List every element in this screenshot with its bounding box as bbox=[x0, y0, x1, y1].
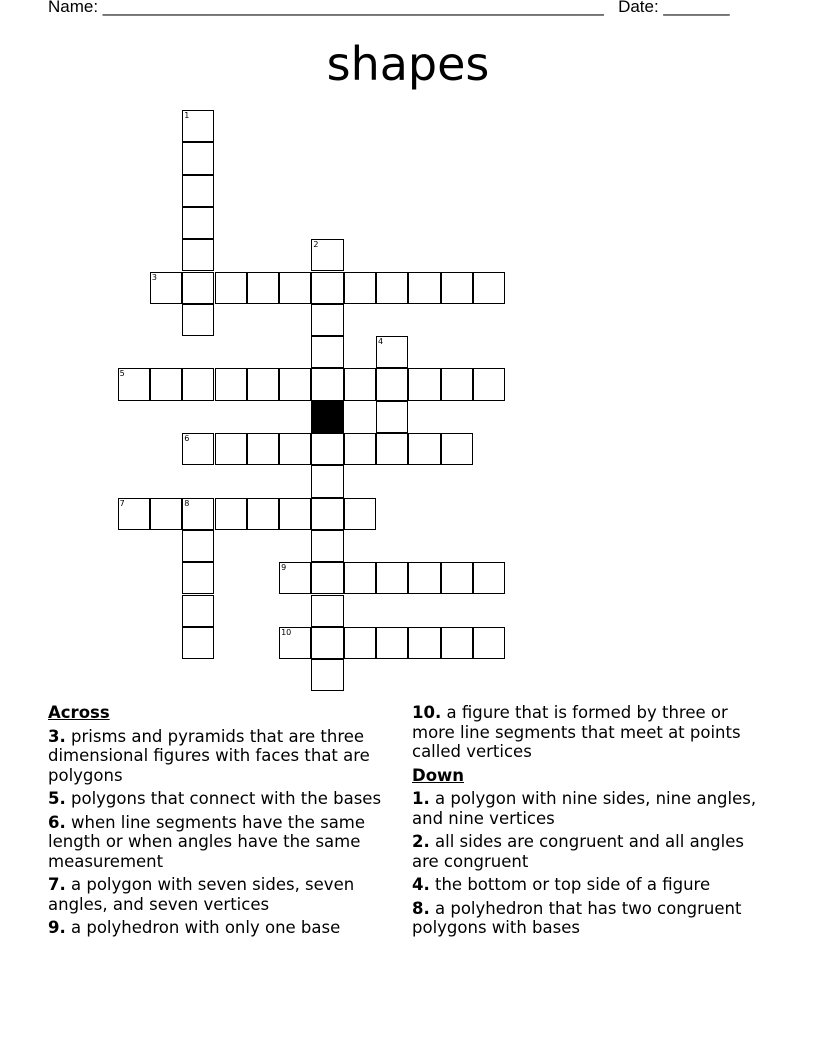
clue-number: 5. bbox=[48, 789, 66, 808]
grid-cell[interactable] bbox=[150, 368, 182, 400]
clue-text: a polyhedron with only one base bbox=[71, 918, 341, 937]
clue-number: 3. bbox=[48, 726, 66, 746]
clue-text: the bottom or top side of a figure bbox=[435, 875, 711, 894]
clue-text: a figure that is formed by three or more line segments that meet at points called vertices bbox=[412, 703, 741, 761]
clue-number: 4. bbox=[412, 875, 430, 894]
blocked-cell bbox=[311, 401, 343, 433]
grid-cell[interactable] bbox=[473, 368, 505, 400]
across-clue bbox=[412, 703, 772, 762]
grid-cell[interactable] bbox=[182, 142, 214, 174]
clue-text: a polyhedron that has two congruent polygons with bases bbox=[412, 898, 742, 937]
cell-number: 9 bbox=[281, 563, 287, 573]
clue-number: 10. bbox=[412, 703, 442, 722]
grid-cell[interactable] bbox=[441, 627, 473, 659]
cell-number: 5 bbox=[119, 369, 125, 379]
grid-cell[interactable] bbox=[182, 433, 214, 465]
grid-cell[interactable] bbox=[279, 627, 311, 659]
clue-text: a polygon with seven sides, seven angles, and seven vertices bbox=[48, 875, 355, 914]
name-field-label: Name: _____________________________________________________ bbox=[48, 0, 604, 16]
grid-cell[interactable] bbox=[473, 627, 505, 659]
grid-cell[interactable] bbox=[344, 627, 376, 659]
across-clue-list bbox=[48, 727, 408, 938]
clue-text: all sides are congruent and all angles are congruent bbox=[412, 832, 744, 871]
across-clue bbox=[48, 813, 408, 872]
grid-cell[interactable] bbox=[344, 562, 376, 594]
puzzle-title: shapes bbox=[326, 37, 490, 91]
clues-column-left bbox=[48, 703, 408, 942]
grid-cell[interactable] bbox=[344, 368, 376, 400]
grid-cell[interactable] bbox=[215, 433, 247, 465]
cell-number: 6 bbox=[184, 434, 190, 443]
cell-number: 4 bbox=[378, 337, 384, 347]
grid-cell[interactable] bbox=[311, 272, 343, 304]
grid-cell[interactable] bbox=[376, 368, 408, 400]
grid-cell[interactable] bbox=[376, 562, 408, 594]
across-clue-list-continued bbox=[412, 703, 772, 762]
grid-cell[interactable] bbox=[279, 498, 311, 530]
grid-cell[interactable] bbox=[441, 433, 473, 465]
grid-cell[interactable] bbox=[215, 498, 247, 530]
grid-cell[interactable] bbox=[311, 530, 343, 562]
across-clue bbox=[48, 875, 408, 914]
grid-cell[interactable] bbox=[376, 433, 408, 465]
grid-cell[interactable] bbox=[311, 465, 343, 497]
across-heading: Across bbox=[48, 703, 110, 722]
cell-number: 7 bbox=[119, 498, 125, 508]
grid-cell[interactable] bbox=[408, 433, 440, 465]
clue-number: 1. bbox=[412, 789, 430, 808]
grid-cell[interactable] bbox=[311, 304, 343, 336]
grid-cell[interactable] bbox=[182, 304, 214, 336]
grid-cell[interactable] bbox=[279, 272, 311, 304]
grid-cell[interactable] bbox=[150, 498, 182, 530]
clue-number: 2. bbox=[412, 832, 430, 851]
grid-cell[interactable] bbox=[408, 627, 440, 659]
grid-cell[interactable] bbox=[408, 562, 440, 594]
cell-number: 8 bbox=[184, 498, 190, 508]
grid-cell[interactable] bbox=[441, 272, 473, 304]
clue-text: prisms and pyramids that are three dimensional figures with faces that are polygons bbox=[48, 726, 370, 785]
grid-cell[interactable] bbox=[311, 498, 343, 530]
grid-cell[interactable] bbox=[182, 239, 214, 271]
grid-cell[interactable] bbox=[473, 562, 505, 594]
clue-text: when line segments have the same length or when angles have the same measurement bbox=[48, 812, 366, 871]
grid-cell[interactable] bbox=[247, 433, 279, 465]
grid-cell[interactable] bbox=[376, 272, 408, 304]
grid-cell[interactable] bbox=[182, 207, 214, 239]
cell-number: 10 bbox=[281, 627, 292, 637]
across-clue bbox=[48, 918, 408, 938]
grid-cell[interactable] bbox=[311, 368, 343, 400]
down-clue bbox=[412, 789, 772, 828]
grid-cell[interactable] bbox=[215, 368, 247, 400]
grid-cell[interactable] bbox=[311, 433, 343, 465]
clues-column-right bbox=[412, 703, 772, 942]
clue-number: 9. bbox=[48, 918, 66, 937]
grid-cell[interactable] bbox=[247, 368, 279, 400]
date-field-label: Date: _______ bbox=[618, 0, 730, 16]
grid-cell[interactable] bbox=[344, 498, 376, 530]
clue-number: 7. bbox=[48, 875, 66, 894]
grid-cell[interactable] bbox=[182, 530, 214, 562]
grid-cell[interactable] bbox=[279, 562, 311, 594]
grid-cell[interactable] bbox=[311, 659, 343, 691]
grid-cell[interactable] bbox=[473, 272, 505, 304]
down-clue bbox=[412, 899, 772, 938]
grid-cell[interactable] bbox=[247, 498, 279, 530]
cell-number: 3 bbox=[151, 272, 157, 282]
grid-cell[interactable] bbox=[311, 627, 343, 659]
grid-cell[interactable] bbox=[311, 336, 343, 368]
grid-cell[interactable] bbox=[441, 368, 473, 400]
grid-cell[interactable] bbox=[182, 498, 214, 530]
cell-number: 1 bbox=[184, 111, 190, 120]
down-clue bbox=[412, 875, 772, 895]
grid-cell[interactable] bbox=[118, 498, 150, 530]
clue-number: 8. bbox=[412, 898, 430, 918]
grid-cell[interactable] bbox=[311, 562, 343, 594]
cell-number: 2 bbox=[313, 240, 319, 250]
grid-cell[interactable] bbox=[279, 433, 311, 465]
clue-text: polygons that connect with the bases bbox=[71, 789, 382, 808]
grid-cell[interactable] bbox=[118, 368, 150, 400]
grid-cell[interactable] bbox=[247, 272, 279, 304]
down-clue bbox=[412, 832, 772, 871]
grid-cell[interactable] bbox=[344, 433, 376, 465]
clue-text: a polygon with nine sides, nine angles, and nine vertices bbox=[412, 789, 757, 828]
grid-cell[interactable] bbox=[279, 368, 311, 400]
grid-cell[interactable] bbox=[182, 368, 214, 400]
grid-cell[interactable] bbox=[215, 272, 247, 304]
grid-cell[interactable] bbox=[408, 368, 440, 400]
down-heading: Down bbox=[412, 765, 465, 785]
grid-cell[interactable] bbox=[182, 272, 214, 304]
grid-cell[interactable] bbox=[311, 595, 343, 627]
grid-cell[interactable] bbox=[344, 272, 376, 304]
grid-cell[interactable] bbox=[441, 562, 473, 594]
grid-cell[interactable] bbox=[150, 272, 182, 304]
down-clue-list bbox=[412, 789, 772, 938]
across-clue bbox=[48, 789, 408, 809]
grid-cell[interactable] bbox=[182, 562, 214, 594]
grid-cell[interactable] bbox=[182, 110, 214, 142]
grid-cell[interactable] bbox=[182, 175, 214, 207]
grid-cell[interactable] bbox=[376, 401, 408, 433]
across-clue bbox=[48, 727, 408, 786]
grid-cell[interactable] bbox=[376, 336, 408, 368]
clue-number: 6. bbox=[48, 812, 66, 832]
grid-cell[interactable] bbox=[376, 627, 408, 659]
grid-cell[interactable] bbox=[182, 595, 214, 627]
grid-cell[interactable] bbox=[408, 272, 440, 304]
grid-cell[interactable] bbox=[182, 627, 214, 659]
grid-cell[interactable] bbox=[311, 239, 343, 271]
